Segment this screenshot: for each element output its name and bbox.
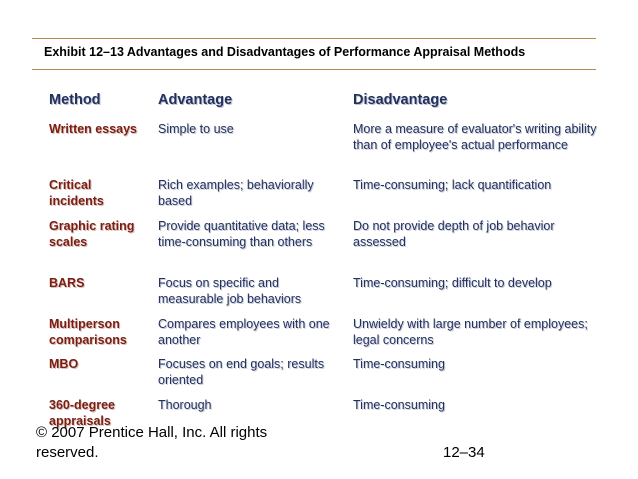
row-method-written-essays: Written essays [49,122,138,136]
page-number: 12–34 [443,444,485,461]
row-advantage-bars: Focus on specific and measurable job behaviors [158,276,302,306]
exhibit-title-bar [32,38,596,70]
row-disadvantage-written-essays: More a measure of evaluator's writing ability than of employee's actual performance [353,122,597,152]
row-advantage-critical-incidents: Rich examples; behaviorally based [158,178,314,208]
row-method-360-degree-appraisals: 360-degree appraisals [49,398,116,428]
row-disadvantage-bars: Time-consuming; difficult to develop [353,276,552,290]
copyright-notice: © 2007 Prentice Hall, Inc. All rights reserved. [36,424,268,461]
row-disadvantage-multiperson-comparisons: Unwieldy with large number of employees; legal concerns [353,317,588,347]
column-header-disadvantage: Disadvantage [353,92,448,108]
exhibit-title: Exhibit 12–13 Advantages and Disadvantages of Performance Appraisal Methods [44,45,526,59]
row-disadvantage-mbo: Time-consuming [353,357,445,371]
row-advantage-multiperson-comparisons: Compares employees with one another [158,317,330,347]
column-header-method: Method [49,92,101,108]
row-advantage-360-degree-appraisals: Thorough [158,398,212,412]
row-method-critical-incidents: Critical incidents [49,178,104,208]
row-advantage-graphic-rating-scales: Provide quantitative data; less time-consuming than others [158,219,325,249]
row-method-mbo: MBO [49,357,79,371]
row-disadvantage-360-degree-appraisals: Time-consuming [353,398,445,412]
row-advantage-written-essays: Simple to use [158,122,234,136]
row-disadvantage-graphic-rating-scales: Do not provide depth of job behavior assessed [353,219,555,249]
row-advantage-mbo: Focuses on end goals; results oriented [158,357,325,387]
column-header-advantage: Advantage [158,92,233,108]
row-disadvantage-critical-incidents: Time-consuming; lack quantification [353,178,552,192]
row-method-graphic-rating-scales: Graphic rating scales [49,219,135,249]
row-method-bars: BARS [49,276,85,290]
row-method-multiperson-comparisons: Multiperson comparisons [49,317,127,347]
